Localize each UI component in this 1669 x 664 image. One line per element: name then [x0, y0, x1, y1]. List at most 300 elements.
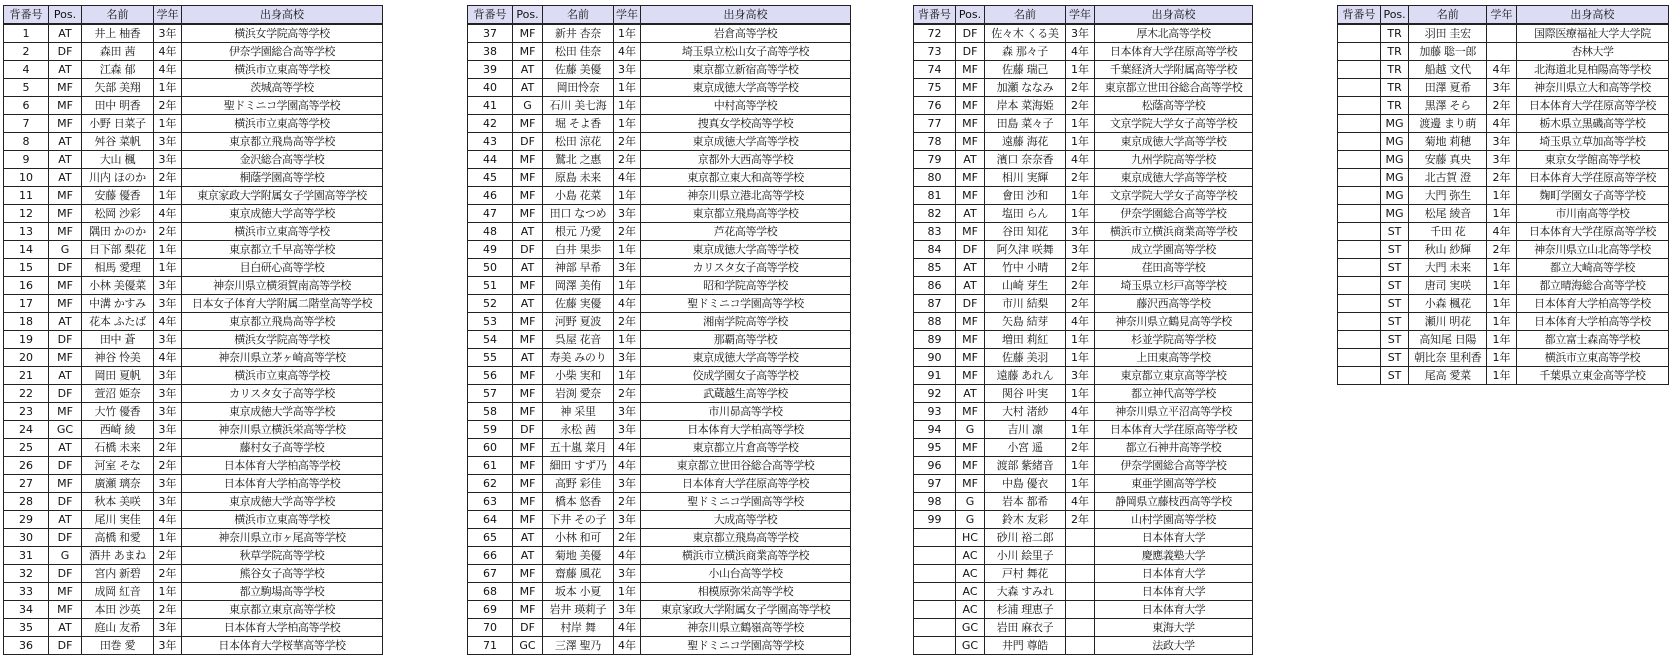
grade-cell: 3年: [154, 637, 182, 655]
name-cell: 佐藤 瑞己: [985, 61, 1066, 79]
position-cell: MF: [956, 475, 985, 493]
number-cell: 65: [468, 529, 513, 547]
school-cell: 聖ドミニコ学園高等学校: [641, 637, 851, 655]
number-cell: 26: [4, 457, 49, 475]
name-cell: 神 采里: [543, 403, 614, 421]
number-cell: 36: [4, 637, 49, 655]
number-cell: 98: [914, 493, 956, 511]
name-cell: 石川 美七海: [543, 97, 614, 115]
table-row: [468, 205, 851, 223]
table-row: [4, 151, 383, 169]
position-cell: MF: [49, 601, 82, 619]
header-school: 出身高校: [1516, 6, 1668, 25]
school-cell: カリスタ女子高等学校: [182, 385, 383, 403]
grade-cell: 2年: [1487, 241, 1517, 259]
position-cell: DF: [956, 295, 985, 313]
school-cell: 相模原弥栄高等学校: [641, 583, 851, 601]
name-cell: 高野 彩佳: [543, 475, 614, 493]
school-cell: 九州学院高等学校: [1095, 151, 1253, 169]
position-cell: DF: [956, 24, 985, 43]
name-cell: 小野 日菜子: [82, 115, 154, 133]
position-cell: DF: [513, 421, 543, 439]
header-name: 名前: [82, 6, 154, 25]
number-cell: 97: [914, 475, 956, 493]
grade-cell: 2年: [154, 547, 182, 565]
school-cell: 東京都立新宿高等学校: [641, 61, 851, 79]
number-cell: 30: [4, 529, 49, 547]
grade-cell: 2年: [154, 601, 182, 619]
position-cell: GC: [49, 421, 82, 439]
header-school: 出身高校: [641, 6, 851, 25]
name-cell: 鈴木 友彩: [985, 511, 1066, 529]
school-cell: 日本体育大学: [1095, 601, 1253, 619]
grade-cell: 1年: [1066, 133, 1095, 151]
name-cell: 三澤 聖乃: [543, 637, 614, 655]
table-row: [468, 97, 851, 115]
name-cell: 大村 渚紗: [985, 403, 1066, 421]
position-cell: DF: [49, 637, 82, 655]
name-cell: 小川 絵里子: [985, 547, 1066, 565]
grade-cell: 2年: [1066, 169, 1095, 187]
number-cell: [1338, 277, 1381, 295]
name-cell: 高橋 和愛: [82, 529, 154, 547]
name-cell: 秋山 紗輝: [1409, 241, 1487, 259]
grade-cell: 2年: [154, 223, 182, 241]
name-cell: 大山 楓: [82, 151, 154, 169]
name-cell: 花本 ふたば: [82, 313, 154, 331]
grade-cell: 1年: [154, 583, 182, 601]
table-row: [914, 187, 1253, 205]
number-cell: 57: [468, 385, 513, 403]
table-row: [1338, 277, 1669, 295]
position-cell: MG: [1380, 133, 1409, 151]
position-cell: MF: [49, 79, 82, 97]
school-cell: 東京都立東大和高等学校: [641, 169, 851, 187]
grade-cell: 3年: [154, 367, 182, 385]
table-row: [468, 169, 851, 187]
position-cell: AT: [513, 349, 543, 367]
school-cell: 成立学園高等学校: [1095, 241, 1253, 259]
name-cell: 中溝 かすみ: [82, 295, 154, 313]
name-cell: 市川 結梨: [985, 295, 1066, 313]
position-cell: AT: [513, 259, 543, 277]
school-cell: 千葉県立東金高等学校: [1516, 367, 1668, 385]
grade-cell: 1年: [614, 115, 641, 133]
grade-cell: 3年: [1487, 133, 1517, 151]
position-cell: HC: [956, 529, 985, 547]
position-cell: MF: [956, 403, 985, 421]
position-cell: DF: [513, 241, 543, 259]
school-cell: 熊谷女子高等学校: [182, 565, 383, 583]
position-cell: DF: [513, 619, 543, 637]
header-position: Pos.: [49, 6, 82, 25]
name-cell: 矢部 美翔: [82, 79, 154, 97]
position-cell: MF: [49, 223, 82, 241]
grade-cell: 1年: [1066, 115, 1095, 133]
position-cell: MF: [49, 403, 82, 421]
name-cell: 岡田 夏帆: [82, 367, 154, 385]
table-row: [4, 24, 383, 43]
grade-cell: [1066, 529, 1095, 547]
position-cell: DF: [49, 43, 82, 61]
position-cell: AC: [956, 601, 985, 619]
school-cell: 麹町学園女子高等学校: [1516, 187, 1668, 205]
number-cell: 23: [4, 403, 49, 421]
school-cell: 杉並学院高等学校: [1095, 331, 1253, 349]
grade-cell: 3年: [154, 475, 182, 493]
position-cell: MF: [513, 403, 543, 421]
grade-cell: 3年: [1066, 223, 1095, 241]
number-cell: [914, 529, 956, 547]
name-cell: 神谷 怜美: [82, 349, 154, 367]
table-row: [468, 403, 851, 421]
name-cell: 瀬川 明花: [1409, 313, 1487, 331]
grade-cell: 2年: [614, 133, 641, 151]
number-cell: 56: [468, 367, 513, 385]
school-cell: 東京都立片倉高等学校: [641, 439, 851, 457]
table-row: [4, 475, 383, 493]
name-cell: 菊地 莉穂: [1409, 133, 1487, 151]
position-cell: MF: [49, 115, 82, 133]
table-row: [914, 205, 1253, 223]
grade-cell: 1年: [1066, 61, 1095, 79]
header-row: [914, 6, 1253, 25]
school-cell: 荏田高等学校: [1095, 259, 1253, 277]
position-cell: MF: [513, 277, 543, 295]
school-cell: 神奈川県立鶴嶺高等学校: [641, 619, 851, 637]
name-cell: 山崎 芽生: [985, 277, 1066, 295]
table-row: [914, 169, 1253, 187]
school-cell: 日本体育大学柏高等学校: [1516, 295, 1668, 313]
school-cell: 神奈川県立山北高等学校: [1516, 241, 1668, 259]
school-cell: 都立駒場高等学校: [182, 583, 383, 601]
number-cell: 25: [4, 439, 49, 457]
grade-cell: 1年: [614, 97, 641, 115]
grade-cell: 2年: [614, 151, 641, 169]
grade-cell: [1487, 43, 1517, 61]
table-row: [4, 367, 383, 385]
position-cell: AT: [513, 79, 543, 97]
school-cell: 武蔵越生高等学校: [641, 385, 851, 403]
grade-cell: 1年: [1487, 205, 1517, 223]
grade-cell: 3年: [614, 403, 641, 421]
name-cell: 田口 なつめ: [543, 205, 614, 223]
name-cell: 濱口 奈奈香: [985, 151, 1066, 169]
school-cell: 文京学院大学女子高等学校: [1095, 115, 1253, 133]
school-cell: 横浜市立横浜商業高等学校: [1095, 223, 1253, 241]
header-number: 背番号: [914, 6, 956, 25]
school-cell: 東京成徳大学高等学校: [182, 205, 383, 223]
name-cell: 佐々木 くる美: [985, 24, 1066, 43]
position-cell: AT: [513, 295, 543, 313]
table-row: [914, 24, 1253, 43]
name-cell: 呉屋 花音: [543, 331, 614, 349]
school-cell: 伊奈学園総合高等学校: [1095, 457, 1253, 475]
number-cell: 69: [468, 601, 513, 619]
grade-cell: 3年: [614, 601, 641, 619]
position-cell: MF: [513, 475, 543, 493]
grade-cell: 1年: [614, 583, 641, 601]
name-cell: 岩井 瑛莉子: [543, 601, 614, 619]
number-cell: 63: [468, 493, 513, 511]
position-cell: AT: [956, 259, 985, 277]
grade-cell: 1年: [1487, 349, 1517, 367]
grade-cell: 3年: [154, 133, 182, 151]
name-cell: 小森 楓花: [1409, 295, 1487, 313]
number-cell: 95: [914, 439, 956, 457]
position-cell: MF: [49, 187, 82, 205]
grade-cell: 1年: [154, 115, 182, 133]
position-cell: ST: [1380, 259, 1409, 277]
table-row: [914, 565, 1253, 583]
name-cell: 原島 未来: [543, 169, 614, 187]
name-cell: 佐藤 美羽: [985, 349, 1066, 367]
number-cell: 90: [914, 349, 956, 367]
number-cell: 20: [4, 349, 49, 367]
table-row: [914, 97, 1253, 115]
position-cell: TR: [1380, 61, 1409, 79]
header-position: Pos.: [513, 6, 543, 25]
grade-cell: 1年: [1066, 331, 1095, 349]
name-cell: 岸本 菜海姫: [985, 97, 1066, 115]
number-cell: 5: [4, 79, 49, 97]
name-cell: 神部 早希: [543, 259, 614, 277]
position-cell: AT: [49, 367, 82, 385]
name-cell: 大竹 優香: [82, 403, 154, 421]
number-cell: [914, 619, 956, 637]
table-row: [914, 115, 1253, 133]
position-cell: ST: [1380, 313, 1409, 331]
number-cell: 37: [468, 24, 513, 43]
school-cell: 横浜市立東高等学校: [182, 511, 383, 529]
position-cell: MF: [956, 187, 985, 205]
table-row: [468, 529, 851, 547]
number-cell: 41: [468, 97, 513, 115]
header-name: 名前: [543, 6, 614, 25]
grade-cell: 4年: [614, 439, 641, 457]
school-cell: 埼玉県立杉戸高等学校: [1095, 277, 1253, 295]
position-cell: AT: [49, 439, 82, 457]
table-row: [468, 565, 851, 583]
grade-cell: 4年: [1066, 403, 1095, 421]
number-cell: 54: [468, 331, 513, 349]
school-cell: 東京都立飛鳥高等学校: [182, 133, 383, 151]
name-cell: 遠藤 海花: [985, 133, 1066, 151]
number-cell: 93: [914, 403, 956, 421]
name-cell: 田島 菜々子: [985, 115, 1066, 133]
position-cell: DF: [49, 385, 82, 403]
table-row: [468, 457, 851, 475]
name-cell: 五十嵐 菜月: [543, 439, 614, 457]
name-cell: 加瀬 ななみ: [985, 79, 1066, 97]
name-cell: 大門 未来: [1409, 259, 1487, 277]
table-row: [4, 133, 383, 151]
school-cell: 日本体育大学荏原高等学校: [641, 475, 851, 493]
school-cell: 日本体育大学桜華高等学校: [182, 637, 383, 655]
name-cell: 齋藤 風花: [543, 565, 614, 583]
table-row: [4, 403, 383, 421]
position-cell: MF: [49, 475, 82, 493]
name-cell: 田中 明香: [82, 97, 154, 115]
grade-cell: [1066, 619, 1095, 637]
table-row: [468, 133, 851, 151]
name-cell: 堀 そよ香: [543, 115, 614, 133]
school-cell: 山村学園高等学校: [1095, 511, 1253, 529]
number-cell: 89: [914, 331, 956, 349]
grade-cell: 4年: [154, 349, 182, 367]
school-cell: 都立神代高等学校: [1095, 385, 1253, 403]
name-cell: 酒井 あまね: [82, 547, 154, 565]
position-cell: DF: [49, 331, 82, 349]
position-cell: AT: [513, 529, 543, 547]
name-cell: 松田 涼花: [543, 133, 614, 151]
name-cell: 安藤 優香: [82, 187, 154, 205]
table-row: [1338, 331, 1669, 349]
name-cell: 橋本 悠香: [543, 493, 614, 511]
school-cell: 桐蔭学園高等学校: [182, 169, 383, 187]
grade-cell: 4年: [154, 511, 182, 529]
table-row: [4, 619, 383, 637]
table-row: [4, 583, 383, 601]
name-cell: 阿久津 咲舞: [985, 241, 1066, 259]
position-cell: AT: [956, 151, 985, 169]
header-number: 背番号: [1338, 6, 1381, 25]
name-cell: 船越 文代: [1409, 61, 1487, 79]
name-cell: 佐藤 実優: [543, 295, 614, 313]
school-cell: 東京都立飛鳥高等学校: [641, 529, 851, 547]
grade-cell: 4年: [154, 205, 182, 223]
school-cell: 神奈川県立茅ヶ崎高等学校: [182, 349, 383, 367]
name-cell: 河野 夏波: [543, 313, 614, 331]
school-cell: 神奈川県立市ヶ尾高等学校: [182, 529, 383, 547]
school-cell: 藤村女子高等学校: [182, 439, 383, 457]
school-cell: 京都外大西高等学校: [641, 151, 851, 169]
table-row: [914, 601, 1253, 619]
name-cell: 高知尾 日陽: [1409, 331, 1487, 349]
position-cell: DF: [49, 457, 82, 475]
number-cell: 64: [468, 511, 513, 529]
table-row: [1338, 313, 1669, 331]
name-cell: 杉浦 理恵子: [985, 601, 1066, 619]
school-cell: 埼玉県立松山女子高等学校: [641, 43, 851, 61]
number-cell: 84: [914, 241, 956, 259]
number-cell: 67: [468, 565, 513, 583]
number-cell: [1338, 349, 1381, 367]
grade-cell: 1年: [1066, 349, 1095, 367]
grade-cell: 2年: [154, 169, 182, 187]
number-cell: [1338, 295, 1381, 313]
school-cell: 東京都立飛鳥高等学校: [641, 205, 851, 223]
name-cell: 小宮 遥: [985, 439, 1066, 457]
table-row: [468, 331, 851, 349]
number-cell: 48: [468, 223, 513, 241]
name-cell: 大門 弥生: [1409, 187, 1487, 205]
number-cell: 13: [4, 223, 49, 241]
position-cell: MF: [513, 331, 543, 349]
number-cell: [1338, 151, 1381, 169]
position-cell: MF: [513, 187, 543, 205]
grade-cell: 4年: [1066, 43, 1095, 61]
header-name: 名前: [985, 6, 1066, 25]
number-cell: 85: [914, 259, 956, 277]
grade-cell: [1066, 583, 1095, 601]
grade-cell: 1年: [614, 24, 641, 43]
name-cell: 坂本 小夏: [543, 583, 614, 601]
grade-cell: 1年: [154, 241, 182, 259]
position-cell: MF: [513, 313, 543, 331]
school-cell: 東京都立千早高等学校: [182, 241, 383, 259]
table-row: [914, 637, 1253, 655]
position-cell: ST: [1380, 223, 1409, 241]
name-cell: 庭山 友希: [82, 619, 154, 637]
school-cell: 捜真女学校高等学校: [641, 115, 851, 133]
name-cell: 田巻 愛: [82, 637, 154, 655]
number-cell: [914, 565, 956, 583]
roster-table-4: [1337, 5, 1669, 385]
name-cell: 村岸 舞: [543, 619, 614, 637]
number-cell: 8: [4, 133, 49, 151]
header-row: [468, 6, 851, 25]
number-cell: 44: [468, 151, 513, 169]
name-cell: 岩渕 愛奈: [543, 385, 614, 403]
school-cell: 都立富士森高等学校: [1516, 331, 1668, 349]
name-cell: 隅田 かのか: [82, 223, 154, 241]
number-cell: [914, 547, 956, 565]
table-row: [914, 43, 1253, 61]
school-cell: 神奈川県立横浜栄高等学校: [182, 421, 383, 439]
school-cell: 日本体育大学柏高等学校: [1516, 313, 1668, 331]
table-row: [914, 313, 1253, 331]
school-cell: 厚木北高等学校: [1095, 24, 1253, 43]
number-cell: 12: [4, 205, 49, 223]
grade-cell: 3年: [614, 565, 641, 583]
name-cell: 井上 柚香: [82, 24, 154, 43]
table-row: [1338, 151, 1669, 169]
position-cell: MF: [956, 457, 985, 475]
name-cell: 宮内 新碧: [82, 565, 154, 583]
school-cell: 慶應義塾大学: [1095, 547, 1253, 565]
grade-cell: 3年: [614, 61, 641, 79]
number-cell: [914, 601, 956, 619]
position-cell: MF: [49, 205, 82, 223]
grade-cell: 2年: [1066, 295, 1095, 313]
grade-cell: 4年: [154, 43, 182, 61]
position-cell: AT: [49, 313, 82, 331]
grade-cell: 3年: [154, 619, 182, 637]
position-cell: MG: [1380, 151, 1409, 169]
number-cell: [914, 583, 956, 601]
position-cell: MF: [956, 115, 985, 133]
school-cell: 大成高等学校: [641, 511, 851, 529]
grade-cell: 3年: [154, 295, 182, 313]
table-row: [4, 529, 383, 547]
name-cell: 砂川 裕二郎: [985, 529, 1066, 547]
number-cell: 72: [914, 24, 956, 43]
table-row: [1338, 367, 1669, 385]
grade-cell: 3年: [1066, 241, 1095, 259]
table-row: [1338, 61, 1669, 79]
school-cell: 松蔭高等学校: [1095, 97, 1253, 115]
number-cell: 80: [914, 169, 956, 187]
grade-cell: 4年: [1487, 61, 1517, 79]
number-cell: 96: [914, 457, 956, 475]
grade-cell: 3年: [1066, 367, 1095, 385]
position-cell: MG: [1380, 205, 1409, 223]
position-cell: TR: [1380, 43, 1409, 61]
name-cell: 安藤 真央: [1409, 151, 1487, 169]
number-cell: 82: [914, 205, 956, 223]
grade-cell: [1066, 601, 1095, 619]
